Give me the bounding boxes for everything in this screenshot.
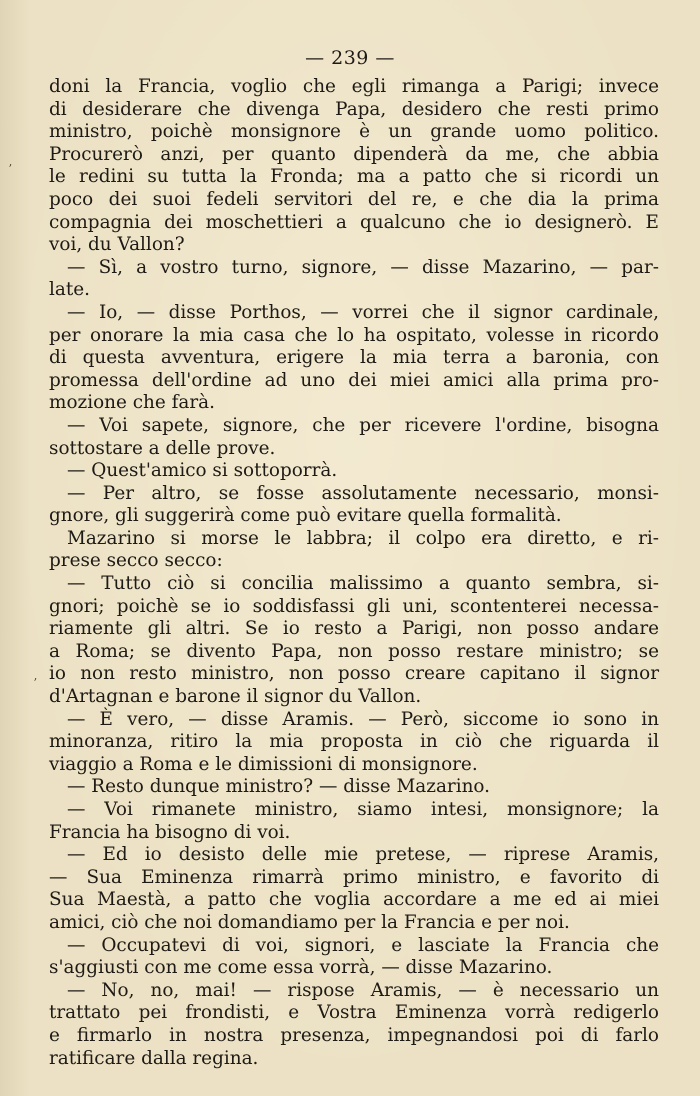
- body-text: [49, 76, 659, 1070]
- text-line: Mazarino si morse le labbra; il colpo era diretto, e ri-: [67, 527, 659, 549]
- text-line: d'Artagnan e barone il signor du Vallon.: [49, 686, 422, 708]
- text-line: mozione che farà.: [49, 392, 215, 414]
- text-line: promessa dell'ordine ad uno dei miei amici alla prima pro-: [49, 369, 659, 391]
- text-line: e firmarlo in nostra presenza, impegnandosi poi di farlo: [49, 1024, 659, 1046]
- text-line: — È vero, — disse Aramis. — Però, siccome io sono in: [67, 708, 659, 730]
- text-line: — No, no, mai! — rispose Aramis, — è necessario un: [67, 979, 659, 1001]
- text-line: sottostare a delle prove.: [49, 437, 276, 459]
- margin-speck: ʼ: [33, 676, 37, 690]
- text-line: s'aggiusti con me come essa vorrà, — disse Mazarino.: [49, 957, 553, 979]
- text-line: gnori; poichè se io soddisfassi gli uni, scontenterei necessa-: [49, 595, 659, 617]
- text-line: riamente gli altri. Se io resto a Parigi, non posso andare: [49, 618, 659, 640]
- text-line: — Voi rimanete ministro, siamo intesi, monsignore; la: [67, 799, 659, 820]
- text-line: trattato pei frondisti, e Vostra Eminenza vorrà redigerlo: [49, 1002, 659, 1024]
- text-line: per onorare la mia casa che lo ha ospitato, volesse in ricordo: [49, 324, 659, 346]
- text-line: — Per altro, se fosse assolutamente necessario, monsi-: [67, 482, 659, 504]
- text-line: voi, du Vallon?: [49, 234, 185, 256]
- text-line: compagnia dei moschettieri a qualcuno che io designerò. E: [49, 211, 659, 233]
- text-line: — Tutto ciò si concilia malissimo a quanto sembra, si-: [67, 573, 659, 595]
- text-line: di questa avventura, erigere la mia terra a baronia, con: [49, 347, 659, 369]
- page-number: — 239 —: [305, 47, 395, 69]
- text-line: amici, ciò che noi domandiamo per la Francia e per noi.: [49, 911, 570, 933]
- text-line: — Sì, a vostro turno, signore, — disse Mazarino, — par-: [67, 256, 659, 278]
- text-line: gnore, gli suggerirà come può evitare quella formalità.: [49, 505, 562, 527]
- text-line: — Occupatevi di voi, signori, e lasciate la Francia che: [67, 934, 659, 956]
- text-line: Sua Maestà, a patto che voglia accordare a me ed ai miei: [49, 889, 659, 911]
- text-line: — Quest'amico si sottoporrà.: [67, 460, 338, 482]
- text-line: — Io, — disse Porthos, — vorrei che il signor cardinale,: [67, 301, 659, 323]
- text-line: minoranza, ritiro la mia proposta in ciò che riguarda il: [49, 731, 659, 753]
- text-line: — Ed io desisto delle mie pretese, — riprese Aramis,: [67, 844, 659, 866]
- text-line: — Voi sapete, signore, che per ricevere l'ordine, bisogna: [67, 414, 659, 436]
- text-line: doni la Francia, voglio che egli rimanga a Parigi; invece: [49, 76, 659, 97]
- text-line: prese secco secco:: [49, 550, 223, 572]
- text-line: le redini su tutta la Fronda; ma a patto che si ricordi un: [49, 166, 659, 188]
- text-line: — Sua Eminenza rimarrà primo ministro, e favorito di: [49, 866, 659, 888]
- text-line: a Roma; se divento Papa, non posso restare ministro; se: [49, 640, 659, 662]
- text-line: Procurerò anzi, per quanto dipenderà da me, che abbia: [49, 143, 659, 165]
- text-line: ratificare dalla regina.: [49, 1047, 259, 1069]
- text-line: late.: [49, 279, 90, 301]
- text-line: viaggio a Roma e le dimissioni di monsignore.: [49, 753, 478, 775]
- text-line: di desiderare che divenga Papa, desidero che resti primo: [49, 98, 659, 120]
- text-line: ministro, poichè monsignore è un grande uomo politico.: [49, 121, 659, 143]
- text-line: Francia ha bisogno di voi.: [49, 821, 291, 843]
- text-line: poco dei suoi fedeli servitori del re, e che dia la prima: [49, 188, 659, 210]
- text-line: — Resto dunque ministro? — disse Mazarino.: [67, 776, 491, 798]
- text-line: io non resto ministro, non posso creare capitano il signor: [49, 663, 659, 685]
- margin-speck: ʼ: [8, 162, 12, 176]
